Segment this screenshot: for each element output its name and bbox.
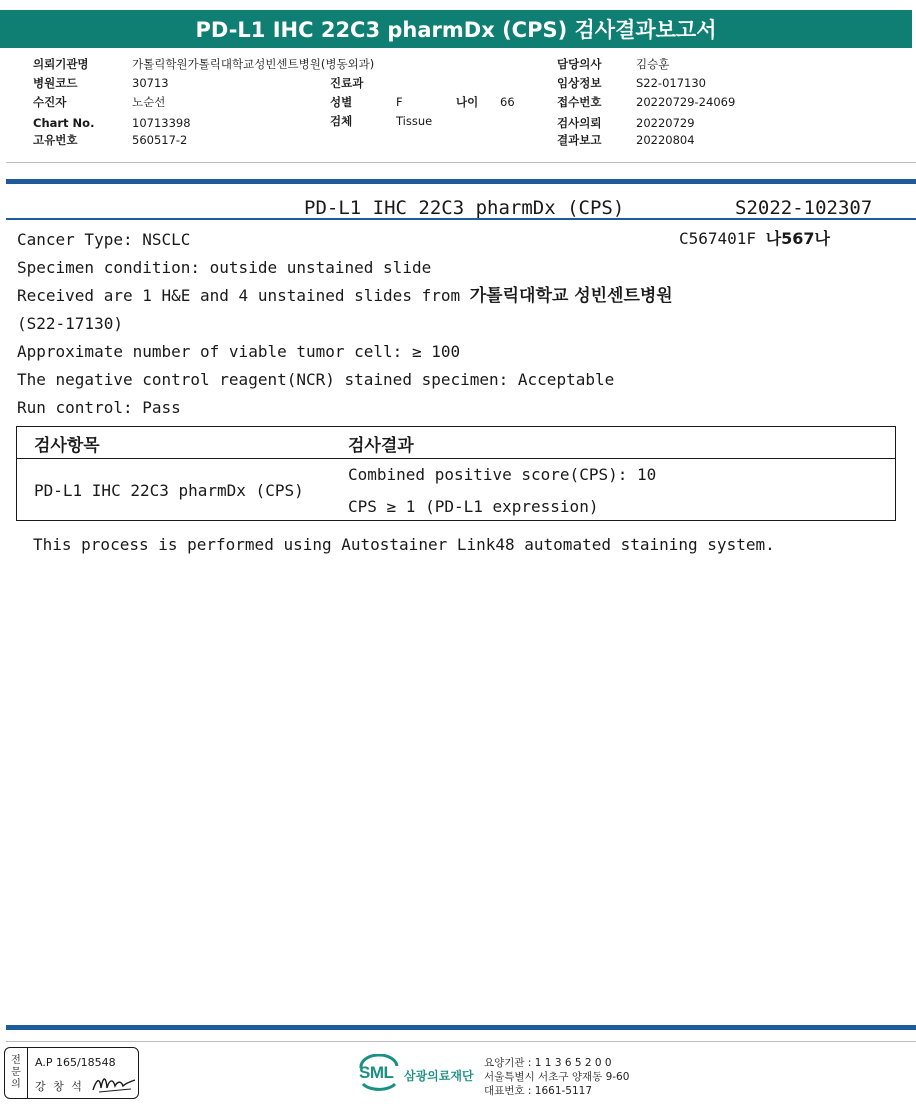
result-table <box>16 426 896 521</box>
stamp-side-label: 전 문 의 <box>5 1048 28 1098</box>
blue-rule-top <box>6 179 916 184</box>
foundation-phone: 대표번호 : 1661-5117 <box>484 1085 593 1097</box>
stamp-pathologist-name: 강 창 석 <box>35 1080 84 1093</box>
received-prefix: Received are 1 H&E and 4 unstained slides from <box>17 286 470 305</box>
col-header-result: 검사결과 <box>348 436 414 456</box>
result-date-label: 결과보고 <box>557 133 602 147</box>
specimen-condition: Specimen condition: outside unstained slide <box>17 258 432 277</box>
report-title: PD-L1 IHC 22C3 pharmDx (CPS) 검사결과보고서 <box>0 10 912 48</box>
age-value: 66 <box>500 95 515 109</box>
table-cell-item: PD-L1 IHC 22C3 pharmDx (CPS) <box>34 481 304 500</box>
receipt-label: 접수번호 <box>557 95 602 109</box>
received-line <box>17 286 673 306</box>
negative-control: The negative control reagent(NCR) stained specimen: Acceptable <box>17 370 615 389</box>
institution-value: 가톨릭학원가톨릭대학교성빈센트병원(병동외과) <box>132 57 375 71</box>
received-reference: (S22-17130) <box>17 314 123 333</box>
table-header-divider <box>17 458 895 459</box>
age-label: 나이 <box>456 95 479 109</box>
header-divider <box>6 162 916 163</box>
sml-logo-text: SML <box>359 1063 394 1082</box>
result-date-value: 20220804 <box>636 133 695 147</box>
process-note: This process is performed using Autostainer Link48 automated staining system. <box>33 535 775 554</box>
chart-no-label: Chart No. <box>33 116 95 130</box>
receipt-value: 20220729-24069 <box>636 95 736 109</box>
foundation-name: 삼광의료재단 <box>404 1069 474 1083</box>
sml-logo <box>357 1054 474 1096</box>
blue-rule-bottom <box>6 1025 916 1030</box>
run-control: Run control: Pass <box>17 398 181 417</box>
institution-number: 요양기관 : 1 1 3 6 5 2 0 0 <box>484 1057 612 1069</box>
test-name-heading: PD-L1 IHC 22C3 pharmDx (CPS) <box>304 197 625 219</box>
doctor-label: 담당의사 <box>557 57 602 71</box>
request-date-value: 20220729 <box>636 116 695 130</box>
signature-icon <box>91 1072 137 1096</box>
chart-no-value: 10713398 <box>132 116 191 130</box>
patient-value: 노순선 <box>132 95 166 109</box>
clinical-label: 임상정보 <box>557 76 602 90</box>
code-suffix: 나567나 <box>765 229 831 248</box>
unique-no-label: 고유번호 <box>33 133 78 147</box>
footer-divider <box>6 1041 916 1042</box>
code-line <box>679 229 830 249</box>
sex-value: F <box>396 95 403 109</box>
col-header-item: 검사항목 <box>34 436 100 456</box>
cancer-type: Cancer Type: NSCLC <box>17 230 191 249</box>
request-date-label: 검사의뢰 <box>557 116 602 130</box>
department-label: 진료과 <box>330 76 364 90</box>
code-prefix: C567401F <box>679 229 766 248</box>
institution-label: 의뢰기관명 <box>33 57 89 71</box>
specimen-value: Tissue <box>396 114 433 128</box>
pathologist-stamp <box>4 1047 139 1099</box>
tumor-cell-count: Approximate number of viable tumor cell: ≥ 100 <box>17 342 461 361</box>
clinical-value: S22-017130 <box>636 76 706 90</box>
table-cell-cps-score: Combined positive score(CPS): 10 <box>348 465 657 484</box>
unique-no-value: 560517-2 <box>132 133 188 147</box>
specimen-label: 검체 <box>330 114 353 128</box>
table-cell-cps-interpretation: CPS ≥ 1 (PD-L1 expression) <box>348 497 599 516</box>
sex-label: 성별 <box>330 95 353 109</box>
patient-label: 수진자 <box>33 95 67 109</box>
sample-number: S2022-102307 <box>735 197 873 219</box>
received-hospital: 가톨릭대학교 성빈센트병원 <box>469 286 673 306</box>
foundation-address: 서울특별시 서초구 양재동 9-60 <box>484 1071 630 1083</box>
doctor-value: 김승훈 <box>636 57 670 71</box>
hospital-code-value: 30713 <box>132 76 169 90</box>
stamp-ap-number: A.P 165/18548 <box>35 1056 116 1069</box>
hospital-code-label: 병원코드 <box>33 76 78 90</box>
